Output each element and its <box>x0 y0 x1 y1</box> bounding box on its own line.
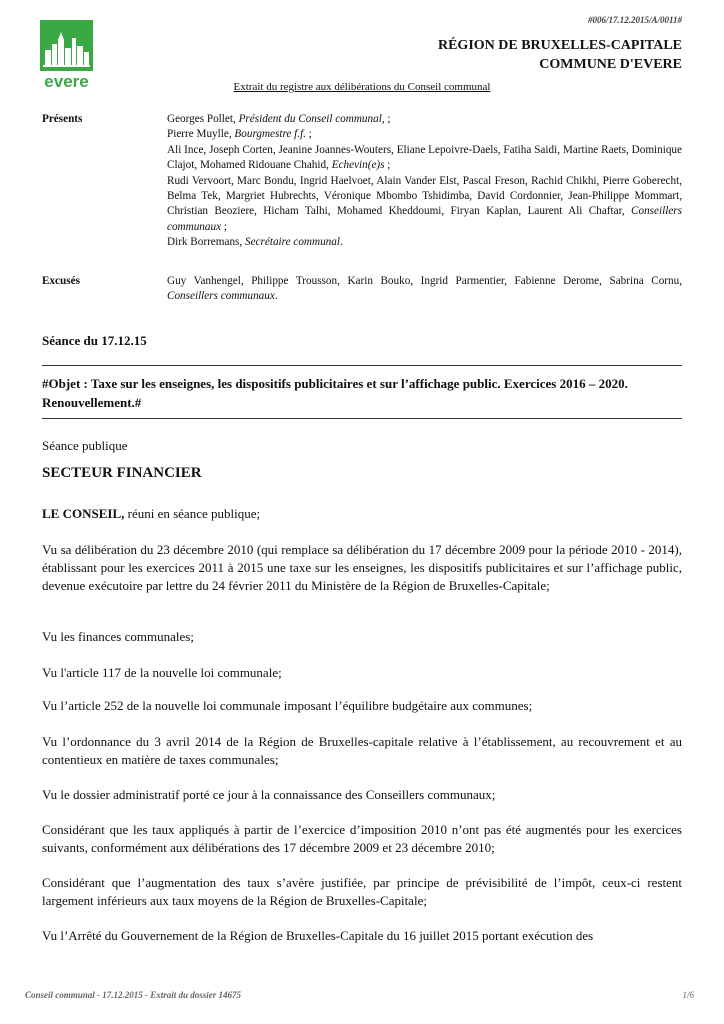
commune-name: COMMUNE D'EVERE <box>539 57 682 72</box>
paragraph: Considérant que les taux appliqués à partir de l’exercice d’imposition 2010 n’ont pas été augmentés pour les exercices suivants, conformément aux délibérations des 17 décembre 2009 et 23 décembre 2010; <box>42 822 682 855</box>
page-number: 1/6 <box>682 990 694 1000</box>
presents-line: Georges Pollet, Président du Conseil communal, ; <box>167 113 391 125</box>
paragraph: Vu l'article 117 de la nouvelle loi communale; <box>42 665 282 680</box>
presents-line: Rudi Vervoort, Marc Bondu, Ingrid Haelvoet, Alain Vander Elst, Pascal Freson, Rachid Chikhi, Pierre Goberecht, Belma Tek, Margriet Hubrechts, Véronique Mbombo Tshidimba, David Cordonnier, Jean-Philippe Mommart, Christian Beoziere, Hicham Talhi, Mohamed Kheddoumi, Firyan Kaplan, Laurent Ali Chaftar, Conseillers communaux ; <box>167 174 682 233</box>
paragraph: Vu sa délibération du 23 décembre 2010 (qui remplace sa délibération du 17 décembre 2009 pour la période 2010 - 2014), établissant pour les exercices 2011 à 2015 une taxe sur les enseignes, les dispositifs publicitaires et sur l’affichage public, devenue exécutoire par lettre du 24 février 2011 du Ministère de la Région de Bruxelles-Capitale; <box>42 542 682 593</box>
excuses-list: Guy Vanhengel, Philippe Trousson, Karin Bouko, Ingrid Parmentier, Fabienne Derome, Sabrina Cornu, Conseillers communaux. <box>167 275 682 303</box>
paragraph: Vu les finances communales; <box>42 629 194 644</box>
presents-line: Ali Ince, Joseph Corten, Jeanine Joannes-Wouters, Eliane Lepoivre-Daels, Fatiha Saidi, Martine Raets, Dominique Clajot, Mohamed Ridouane Chahid, Echevin(e)s ; <box>167 143 682 172</box>
paragraph: Vu l’ordonnance du 3 avril 2014 de la Région de Bruxelles-capitale relative à l’établissement, au recouvrement et au contentieux en matière de taxes communales; <box>42 734 682 767</box>
secteur-heading: SECTEUR FINANCIER <box>42 465 202 481</box>
region-name: RÉGION DE BRUXELLES-CAPITALE <box>437 38 682 53</box>
seance-date: Séance du 17.12.15 <box>42 333 147 348</box>
presents-label: Présents <box>42 113 83 125</box>
logo-wordmark: evere <box>44 72 89 90</box>
presents-list <box>167 112 682 251</box>
divider <box>42 418 682 419</box>
divider <box>42 365 682 366</box>
region-header <box>438 36 682 74</box>
conseil-intro: LE CONSEIL, réuni en séance publique; <box>42 506 261 521</box>
seance-publique: Séance publique <box>42 438 128 453</box>
presents-line: Dirk Borremans, Secrétaire communal. <box>167 236 343 249</box>
presents-line: Pierre Muylle, Bourgmestre f.f. ; <box>167 128 312 141</box>
footer-dossier: Conseil communal - 17.12.2015 - Extrait du dossier 14675 <box>25 990 242 1000</box>
document-reference: #006/17.12.2015/A/0011# <box>587 15 682 25</box>
objet-title: #Objet : Taxe sur les enseignes, les dispositifs publicitaires et sur l’affichage public. Exercices 2016 – 2020. Renouvellement.# <box>42 376 628 410</box>
paragraph: Vu l’Arrêté du Gouvernement de la Région de Bruxelles-Capitale du 16 juillet 2015 portant exécution des <box>42 928 594 943</box>
extrait-title: Extrait du registre aux délibérations du Conseil communal <box>233 81 491 93</box>
paragraph: Vu le dossier administratif porté ce jour à la connaissance des Conseillers communaux; <box>42 787 496 802</box>
presents-section <box>42 112 682 257</box>
paragraph: Considérant que l’augmentation des taux s’avère justifiée, par principe de prévisibilité de l’impôt, ceux-ci restent largement inférieurs aux taux moyens de la Région de Bruxelles-Capitale; <box>42 875 682 908</box>
paragraph: Vu l’article 252 de la nouvelle loi communale imposant l’équilibre budgétaire aux communes; <box>42 698 533 713</box>
excuses-label: Excusés <box>42 275 80 287</box>
evere-logo <box>40 20 93 90</box>
excuses-section <box>42 274 682 306</box>
